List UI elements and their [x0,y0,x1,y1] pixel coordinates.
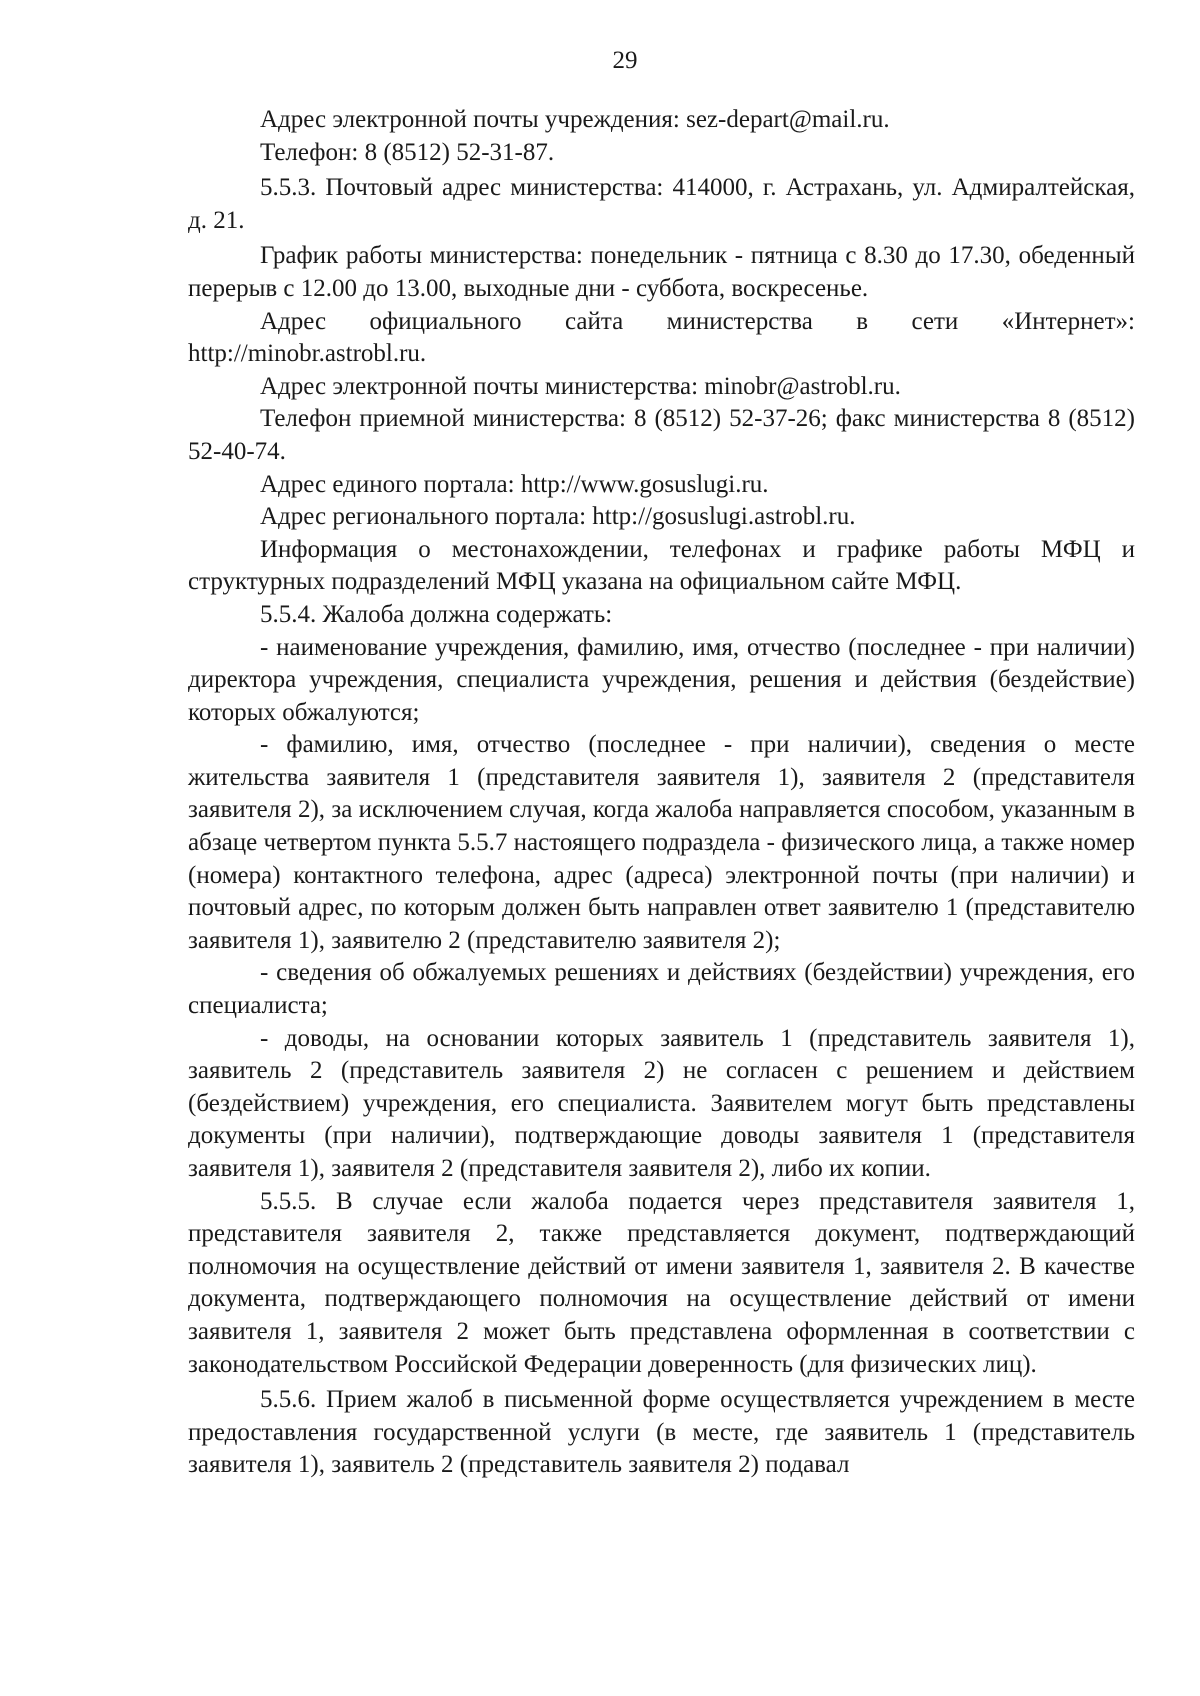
paragraph: Телефон: 8 (8512) 52-31-87. [260,138,555,166]
paragraph: 5.5.3. Почтовый адрес министерства: 414000, г. Астрахань, ул. Адмиралтейская, д. 21. [188,174,1135,234]
paragraph: 5.5.6. Прием жалоб в письменной форме осуществляется учреждением в месте предоставления государственной услуги (в месте, где заявитель 1 (представитель заявителя 1), заявитель 2 (представитель заявителя 2) подавал [188,1386,1135,1479]
paragraph: - фамилию, имя, отчество (последнее - при наличии), сведения о месте жительства заявителя 1 (представителя заявителя 1), заявителя 2 (представителя заявителя 2), за исключением случая, когда жалоба направляется способом, указанным в абзаце четвертом пункта 5.5.7 настоящего подраздела - физического лица, а также номер (номера) контактного телефона, адрес (адреса) электронной почты (при наличии) и почтовый адрес, по которым должен быть направлен ответ заявителю 1 (представителю заявителя 1), заявителю 2 (представителю заявителя 2); [188,731,1135,954]
paragraph: - сведения об обжалуемых решениях и действиях (бездействии) учреждения, его специалиста; [188,959,1135,1020]
paragraph: Телефон приемной министерства: 8 (8512) 52-37-26; факс министерства 8 (8512) 52-40-74. [188,405,1135,465]
body-text [188,104,1135,1482]
paragraph: Адрес электронной почты учреждения: sez-depart@mail.ru. [260,106,890,133]
paragraph: - доводы, на основании которых заявитель 1 (представитель заявителя 1), заявитель 2 (представитель заявителя 2) не согласен с решением и действием (бездействием) учреждения, его специалиста. Заявителем могут быть представлены документы (при наличии), подтверждающие доводы заявителя 1 (представителя заявителя 1), заявителя 2 (представителя заявителя 2), либо их копии. [188,1024,1135,1182]
paragraph: Адрес регионального портала: http://gosuslugi.astrobl.ru. [260,503,856,531]
paragraph: 5.5.4. Жалоба должна содержать: [260,600,613,628]
paragraph: Адрес электронной почты министерства: minobr@astrobl.ru. [260,372,901,400]
paragraph: - наименование учреждения, фамилию, имя, отчество (последнее - при наличии) директора учреждения, специалиста учреждения, решения и действия (бездействие) которых обжалуются; [188,633,1135,726]
paragraph: Информация о местонахождении, телефонах и графике работы МФЦ и структурных подразделений МФЦ указана на официальном сайте МФЦ. [188,535,1135,596]
page-number: 29 [612,47,638,74]
paragraph: Адрес единого портала: http://www.gosuslugi.ru. [260,470,769,498]
paragraph: График работы министерства: понедельник - пятница с 8.30 до 17.30, обеденный перерыв с 12.00 до 13.00, выходные дни - суббота, воскресенье. [188,242,1135,302]
paragraph: Адрес официального сайта министерства в сети «Интернет»: http://minobr.astrobl.ru. [188,307,1135,368]
paragraph: 5.5.5. В случае если жалоба подается через представителя заявителя 1, представителя заявителя 2, также представляется документ, подтверждающий полномочия на осуществление действий от имени заявителя 1, заявителя 2. В качестве документа, подтверждающего полномочия на осуществление действий от имени заявителя 1, заявителя 2 может быть представлена оформленная в соответствии с законодательством Российской Федерации доверенность (для физических лиц). [188,1187,1135,1378]
